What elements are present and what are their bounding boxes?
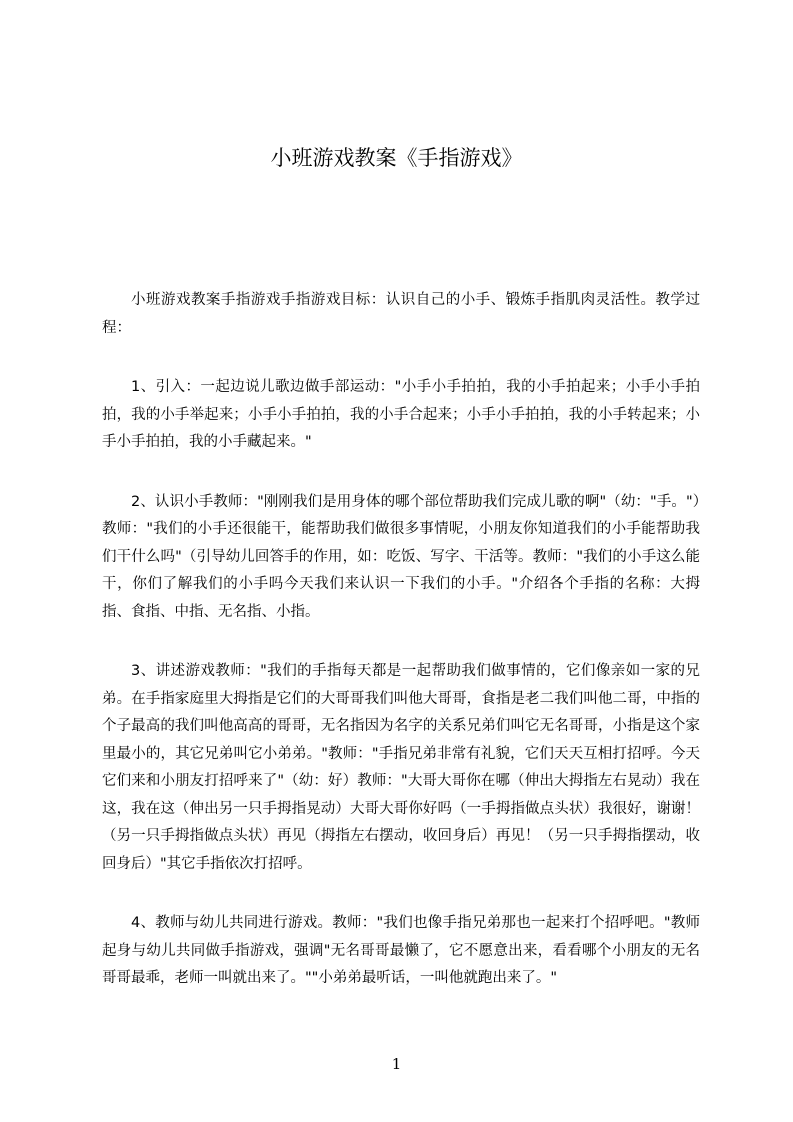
paragraph-objective: 小班游戏教案手指游戏手指游戏目标：认识自己的小手、锻炼手指肌肉灵活性。教学过程： [102,292,700,336]
paragraph-step-3-tell-game: 3、讲述游戏教师："我们的手指每天都是一起帮助我们做事情的，它们像亲如一家的兄弟。在手指家庭里大拇指是它们的大哥哥我们叫他大哥哥，食指是老二我们叫他二哥，中指的个子最高的我们叫他高高的哥哥，无名指因为名字的关系兄弟们叫它无名哥哥，小指是这个家里最小的，其它兄弟叫它小弟弟。"教师："手指兄弟非常有礼貌，它们天天互相打招呼。今天它们来和小朋友打招呼来了"（幼：好）教师："大哥大哥你在哪（伸出大拇指左右晃动）我在这，我在这（伸出另一只手拇指晃动）大哥大哥你好吗（一手拇指做点头状）我很好，谢谢！（另一只手拇指做点头状）再见（拇指左右摆动，收回身后）再见！（另一只手拇指摆动，收回身后）"其它手指依次打招呼。 [102,663,700,872]
page-number: 1 [391,1055,402,1073]
document-title: 小班游戏教案《手指游戏》 [270,146,523,170]
paragraph-step-2-know-hands: 2、认识小手教师："刚刚我们是用身体的哪个部位帮助我们完成儿歌的啊"（幼："手。"）教师："我们的小手还很能干，能帮助我们做很多事情呢，小朋友你知道我们的小手能帮助我们干什么吗"（引导幼儿回答手的作用，如：吃饭、写字、干活等。教师："我们的小手这么能干，你们了解我们的小手吗今天我们来认识一下我们的小手。"介绍各个手指的名称：大拇指、食指、中指、无名指、小指。 [102,493,700,620]
paragraph-step-4-play-together: 4、教师与幼儿共同进行游戏。教师："我们也像手指兄弟那也一起来打个招呼吧。"教师起身与幼儿共同做手指游戏，强调"无名哥哥最懒了，它不愿意出来，看看哪个小朋友的无名哥哥最乖，老师一叫就出来了。""小弟弟最听话，一叫他就跑出来了。" [102,915,700,986]
paragraph-step-1-introduction: 1、引入：一起边说儿歌边做手部运动："小手小手拍拍，我的小手拍起来；小手小手拍拍，我的小手举起来；小手小手拍拍，我的小手合起来；小手小手拍拍，我的小手转起来；小手小手拍拍，我的小手藏起来。" [102,379,700,450]
document-body [102,287,700,1025]
